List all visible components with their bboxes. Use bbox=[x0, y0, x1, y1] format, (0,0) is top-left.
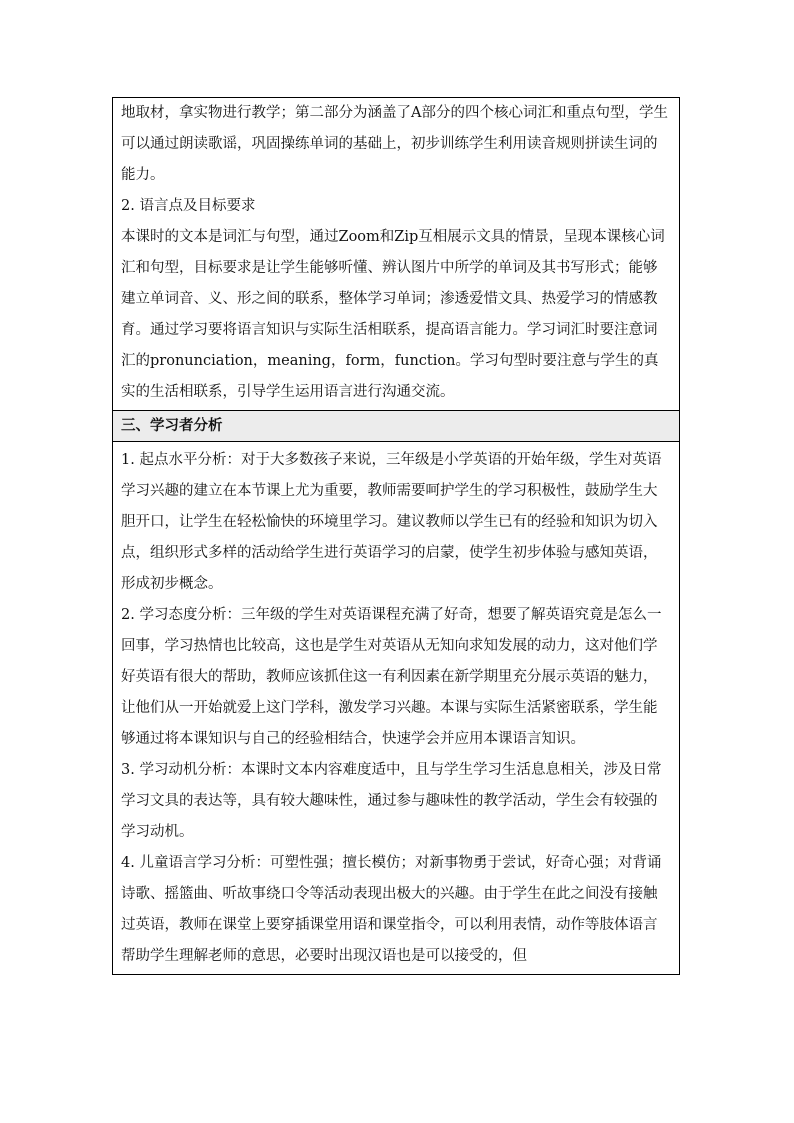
lesson-plan-table bbox=[112, 97, 680, 975]
language-points-heading: 2. 语言点及目标要求 bbox=[121, 198, 256, 214]
starting-level-paragraph: 1. 起点水平分析：对于大多数孩子来说，三年级是小学英语的开始年级，学生对英语学习兴趣的建立在本节课上尤为重要，教师需要呵护学生的学习积极性，鼓励学生大胆开口，让学生在轻松愉快的环境里学习。建议教师以学生已有的经验和知识为切入点，组织形式多样的活动给学生进行英语学习的启蒙，使学生初步体验与感知英语，形成初步概念。 bbox=[121, 452, 662, 592]
content-analysis-paragraph: 地取材，拿实物进行教学；第二部分为涵盖了A部分的四个核心词汇和重点句型，学生可以通过朗读歌谣，巩固操练单词的基础上，初步训练学生利用读音规则拼读生词的能力。 bbox=[121, 105, 668, 183]
content-analysis-cell bbox=[113, 98, 679, 411]
language-points-paragraph: 本课时的文本是词汇与句型，通过Zoom和Zip互相展示文具的情景，呈现本课核心词汇和句型，目标要求是让学生能够听懂、辨认图片中所学的单词及其书写形式；能够建立单词音、义、形之间的联系，整体学习单词；渗透爱惜文具、热爱学习的情感教育。通过学习要将语言知识与实际生活相联系，提高语言能力。学习词汇时要注意词汇的pronunciation，meaning，form，function。学习句型时要注意与学生的真实的生活相联系，引导学生运用语言进行沟通交流。 bbox=[121, 229, 665, 400]
learning-motivation-paragraph: 3. 学习动机分析：本课时文本内容难度适中，且与学生学习生活息息相关，涉及日常学习文具的表达等，具有较大趣味性，通过参与趣味性的教学活动，学生会有较强的学习动机。 bbox=[121, 762, 662, 840]
learner-analysis-title: 三、学习者分析 bbox=[121, 417, 223, 434]
learning-attitude-paragraph: 2. 学习态度分析：三年级的学生对英语课程充满了好奇，想要了解英语究竟是怎么一回事，学习热情也比较高，这也是学生对英语从无知向求知发展的动力，这对他们学好英语有很大的帮助，教师应该抓住这一有利因素在新学期里充分展示英语的魅力，让他们从一开始就爱上这门学科，激发学习兴趣。本课与实际生活紧密联系，学生能够通过将本课知识与自己的经验相结合，快速学会并应用本课语言知识。 bbox=[121, 607, 662, 747]
learner-analysis-cell bbox=[113, 442, 679, 974]
child-language-learning-paragraph: 4. 儿童语言学习分析：可塑性强；擅长模仿；对新事物勇于尝试，好奇心强；对背诵诗歌、摇篮曲、听故事绕口令等活动表现出极大的兴趣。由于学生在此之间没有接触过英语，教师在课堂上要穿插课堂用语和课堂指令，可以利用表情，动作等肢体语言帮助学生理解老师的意思，必要时出现汉语也是可以接受的，但 bbox=[121, 855, 662, 964]
learner-analysis-header bbox=[113, 411, 679, 442]
